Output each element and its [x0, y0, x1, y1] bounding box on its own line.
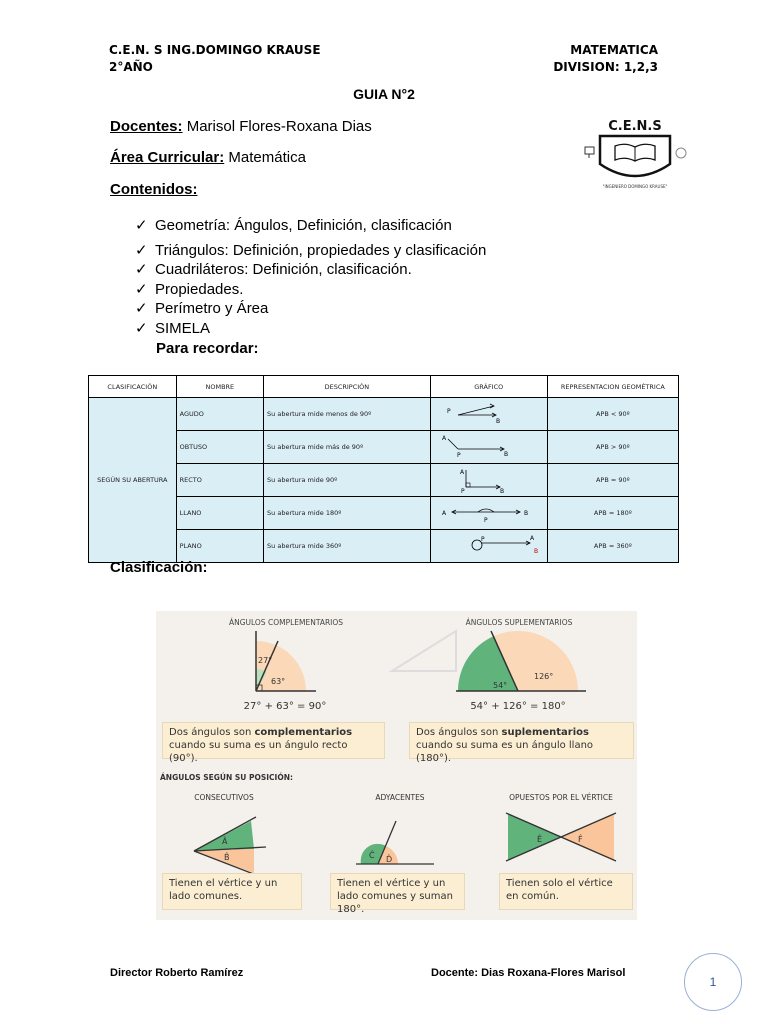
label-d: D̂: [386, 855, 393, 864]
svg-text:P: P: [483, 517, 488, 524]
angles-table: [88, 375, 679, 563]
svg-text:B: B: [533, 548, 538, 555]
consecutivos-definition: Tienen el vértice y un lado comunes.: [162, 873, 302, 910]
angle-description: Su abertura mide 90º: [264, 464, 431, 497]
adyacentes-title: ADYACENTES: [375, 793, 425, 802]
svg-text:P: P: [460, 488, 465, 494]
angle-representation: APB = 90º: [547, 464, 678, 497]
angle-graphic-right: [430, 464, 547, 497]
angle-representation: APB > 90º: [547, 431, 678, 464]
docentes-value: Marisol Flores-Roxana Dias: [182, 118, 372, 135]
supl-angle-2: 126°: [534, 672, 554, 681]
division: DIVISION: 1,2,3: [553, 60, 658, 74]
angle-description: Su abertura mide 180º: [264, 497, 431, 530]
svg-text:A: A: [459, 469, 464, 476]
suplementarios-definition: Dos ángulos son suplementarios cuando su suma es un ángulo llano (180°).: [409, 722, 634, 759]
list-item: ✓ Geometría: Ángulos, Definición, clasificación: [135, 217, 452, 234]
svg-text:A: A: [529, 535, 534, 542]
angle-representation: APB = 360º: [547, 530, 678, 563]
label-a: Â: [222, 837, 228, 846]
table-row: [89, 431, 679, 464]
angle-name: PLANO: [176, 530, 263, 563]
group-cell: SEGÚN SU ABERTURA: [89, 398, 177, 563]
table-row: [89, 398, 679, 431]
school-name: C.E.N. S ING.DOMINGO KRAUSE: [109, 43, 321, 57]
docentes-line: [110, 118, 372, 135]
svg-text:A: A: [441, 510, 446, 517]
svg-text:B: B: [523, 510, 528, 517]
angle-graphic-acute: [430, 398, 547, 431]
table-header: NOMBRE: [176, 376, 263, 398]
label-e: Ê: [537, 835, 543, 844]
comp-angle-2: 63°: [271, 677, 286, 686]
area-line: [110, 149, 306, 166]
supl-angle-1: 54°: [493, 681, 508, 690]
svg-text:B: B: [503, 451, 508, 458]
list-item: ✓ Cuadriláteros: Definición, clasificación.: [135, 261, 412, 278]
angle-graphic-straight: [430, 497, 547, 530]
angle-description: Su abertura mide 360º: [264, 530, 431, 563]
comp-angle-1: 27°: [258, 656, 273, 665]
table-header-row: [89, 376, 679, 398]
footer-docente: Docente: Dias Roxana-Flores Marisol: [431, 967, 626, 979]
supl-equation: 54° + 126° = 180°: [470, 701, 566, 712]
page-title: GUIA N°2: [353, 86, 415, 102]
svg-text:P: P: [480, 536, 485, 543]
footer-director: Director Roberto Ramírez: [110, 967, 244, 979]
svg-text:P: P: [456, 452, 461, 459]
label-f: F̂: [578, 835, 583, 844]
table-row: [89, 464, 679, 497]
check-icon: ✓: [135, 217, 148, 234]
angle-name: RECTO: [176, 464, 263, 497]
complementarios-title: ÁNGULOS COMPLEMENTARIOS: [228, 618, 344, 627]
table-header: REPRESENTACION GEOMÉTRICA: [547, 376, 678, 398]
area-label: Área Curricular:: [110, 149, 225, 166]
svg-text:B: B: [495, 418, 500, 425]
opuestos-title: OPUESTOS POR EL VÉRTICE: [509, 793, 613, 802]
area-value: Matemática: [224, 149, 306, 166]
table-header: CLASIFICACIÓN: [89, 376, 177, 398]
angle-name: AGUDO: [176, 398, 263, 431]
angle-name: OBTUSO: [176, 431, 263, 464]
angle-representation: APB = 180º: [547, 497, 678, 530]
suplementarios-title: ÁNGULOS SUPLEMENTARIOS: [465, 618, 573, 627]
list-item: ✓ Propiedades.: [135, 280, 244, 298]
complementarios-definition: Dos ángulos son complementarios cuando su suma es un ángulo recto (90°).: [162, 722, 385, 759]
posicion-title: ÁNGULOS SEGÚN SU POSICIÓN:: [160, 773, 294, 782]
table-header: GRÁFICO: [430, 376, 547, 398]
check-icon: ✓: [135, 300, 148, 317]
logo-subtitle: "INGENIERO DOMINGO KRAUSE": [602, 184, 668, 189]
table-row: [89, 497, 679, 530]
check-icon: ✓: [135, 319, 148, 337]
adyacentes-definition: Tienen el vértice y un lado comunes y suman 180°.: [330, 873, 465, 910]
angle-representation: APB < 90º: [547, 398, 678, 431]
svg-text:B: B: [499, 488, 504, 494]
para-recordar: Para recordar:: [156, 340, 259, 357]
subject-name: MATEMATICA: [570, 43, 658, 57]
table-row: [89, 530, 679, 563]
svg-text:A: A: [441, 435, 446, 442]
consecutivos-title: CONSECUTIVOS: [194, 793, 254, 802]
check-icon: ✓: [135, 241, 148, 259]
list-item: ✓ SIMELA: [135, 319, 211, 337]
list-item: ✓ Triángulos: Definición, propiedades y clasificación: [135, 241, 487, 259]
angle-name: LLANO: [176, 497, 263, 530]
opuestos-definition: Tienen solo el vértice en común.: [499, 873, 633, 910]
check-icon: ✓: [135, 280, 148, 298]
svg-text:P: P: [446, 408, 451, 415]
angle-description: Su abertura mide más de 90º: [264, 431, 431, 464]
table-header: DESCRIPCIÓN: [264, 376, 431, 398]
school-year: 2°AÑO: [109, 60, 153, 74]
angle-graphic-full: [430, 530, 547, 563]
angle-description: Su abertura mide menos de 90º: [264, 398, 431, 431]
check-icon: ✓: [135, 261, 148, 278]
logo-title: C.E.N.S: [608, 119, 662, 134]
label-c: Ĉ: [369, 851, 375, 860]
docentes-label: Docentes:: [110, 118, 183, 135]
label-b: B̂: [224, 853, 230, 862]
school-logo: [580, 114, 690, 196]
contenidos-label: Contenidos:: [110, 181, 198, 198]
clasificacion-label: Clasificación:: [110, 559, 208, 576]
page-number: 1: [684, 953, 742, 1011]
comp-equation: 27° + 63° = 90°: [243, 701, 327, 712]
angle-graphic-obtuse: [430, 431, 547, 464]
contents-list: [135, 216, 486, 338]
classification-figure: [156, 611, 637, 920]
list-item: ✓ Perímetro y Área: [135, 300, 269, 317]
